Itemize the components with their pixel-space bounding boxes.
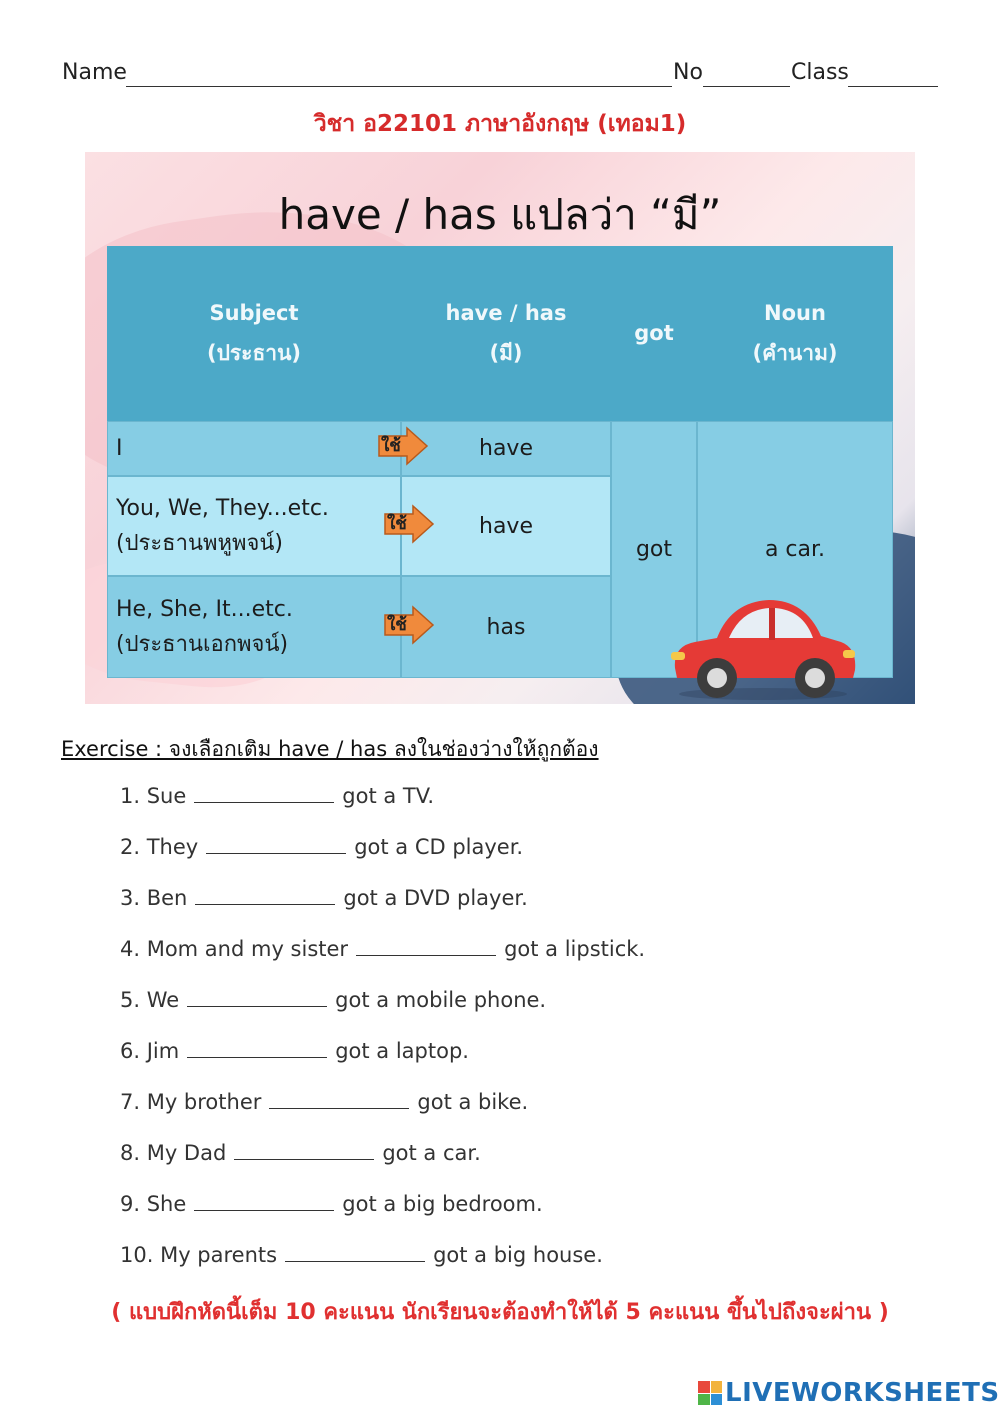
column-header-line: (ประธาน) — [206, 340, 302, 365]
exercise-item — [120, 937, 645, 961]
item-prefix: 8. My Dad — [120, 1141, 227, 1165]
arrow-label: ใช้ — [387, 514, 407, 534]
red-car-illustration — [665, 590, 861, 702]
exercise-item — [120, 1090, 528, 1114]
item-prefix: 3. Ben — [120, 886, 188, 910]
answer-blank[interactable] — [356, 937, 496, 956]
item-suffix: got a big house. — [433, 1243, 603, 1267]
item-prefix: 9. She — [120, 1192, 187, 1216]
exercise-item — [120, 886, 528, 910]
answer-blank[interactable] — [187, 1039, 327, 1058]
arrow-icon — [383, 605, 435, 645]
verb-text: have — [479, 436, 533, 461]
name-label: Name — [62, 60, 127, 85]
item-prefix: 7. My brother — [120, 1090, 262, 1114]
answer-blank[interactable] — [195, 886, 335, 905]
arrow-icon — [383, 504, 435, 544]
item-prefix: 6. Jim — [120, 1039, 180, 1063]
column-header-got — [611, 246, 697, 421]
class-field[interactable] — [848, 86, 938, 87]
arrow-icon — [377, 426, 429, 466]
subject-cell — [107, 576, 401, 678]
logo-mark-icon — [698, 1381, 722, 1405]
item-prefix: 5. We — [120, 988, 180, 1012]
liveworksheets-logo[interactable] — [698, 1378, 1000, 1408]
student-info-line — [62, 60, 938, 92]
answer-blank[interactable] — [285, 1243, 425, 1262]
answer-blank[interactable] — [187, 988, 327, 1007]
column-header-line: have / has — [445, 300, 567, 325]
item-suffix: got a laptop. — [335, 1039, 469, 1063]
item-prefix: 10. My parents — [120, 1243, 278, 1267]
answer-blank[interactable] — [194, 1192, 334, 1211]
verb-cell — [401, 421, 611, 476]
item-prefix: 4. Mom and my sister — [120, 937, 349, 961]
subject-text: He, She, It...etc. — [116, 596, 293, 622]
item-suffix: got a lipstick. — [504, 937, 646, 961]
subject-cell — [107, 476, 401, 576]
column-header-line: Noun — [764, 300, 826, 325]
answer-blank[interactable] — [206, 835, 346, 854]
item-prefix: 1. Sue — [120, 784, 187, 808]
arrow-label: ใช้ — [387, 615, 407, 635]
subject-title: วิชา อ22101 ภาษาอังกฤษ (เทอม1) — [313, 111, 687, 137]
exercise-heading: Exercise : จงเลือกเติม have / has ลงในช่องว่างให้ถูกต้อง — [61, 737, 599, 761]
exercise-item — [120, 835, 523, 859]
column-header-line: got — [634, 320, 674, 345]
number-label: No — [673, 60, 703, 85]
name-field[interactable] — [126, 86, 672, 87]
item-suffix: got a TV. — [342, 784, 435, 808]
column-header-line: Subject — [209, 300, 299, 325]
exercise-item — [120, 988, 546, 1012]
column-header-have-has — [401, 246, 611, 421]
grammar-banner — [85, 152, 915, 704]
banner-title: have / has แปลว่า “มี” — [278, 190, 722, 239]
subject-text: (ประธานพหูพจน์) — [116, 531, 284, 556]
class-label: Class — [791, 60, 849, 85]
scoring-note: ( แบบฝึกหัดนี้เต็ม 10 คะแนน นักเรียนจะต้องทำให้ได้ 5 คะแนน ขึ้นไปถึงจะผ่าน ) — [111, 1300, 889, 1325]
subject-text: (ประธานเอกพจน์) — [116, 632, 289, 657]
column-header-line: (มี) — [489, 340, 523, 365]
item-suffix: got a mobile phone. — [335, 988, 547, 1012]
noun-text: a car. — [764, 537, 826, 562]
logo-text: LIVEWORKSHEETS — [725, 1378, 1000, 1408]
answer-blank[interactable] — [194, 784, 334, 803]
number-field[interactable] — [703, 86, 790, 87]
arrow-label: ใช้ — [381, 436, 401, 456]
exercise-item — [120, 1141, 481, 1165]
verb-text: has — [486, 614, 526, 640]
column-header-line: (คำนาม) — [752, 340, 838, 365]
subject-text: I — [116, 435, 123, 461]
item-suffix: got a DVD player. — [343, 886, 528, 910]
subject-text: You, We, They...etc. — [116, 495, 329, 521]
item-suffix: got a big bedroom. — [342, 1192, 543, 1216]
item-prefix: 2. They — [120, 835, 199, 859]
exercise-item — [120, 1039, 469, 1063]
got-text: got — [635, 537, 673, 562]
item-suffix: got a car. — [382, 1141, 481, 1165]
answer-blank[interactable] — [269, 1090, 409, 1109]
answer-blank[interactable] — [234, 1141, 374, 1160]
exercise-item — [120, 784, 434, 808]
exercise-item — [120, 1192, 543, 1216]
column-header-noun — [697, 246, 893, 421]
exercise-item — [120, 1243, 603, 1267]
column-header-subject — [107, 246, 401, 421]
subject-cell — [107, 421, 401, 476]
item-suffix: got a CD player. — [354, 835, 524, 859]
item-suffix: got a bike. — [417, 1090, 529, 1114]
verb-text: have — [479, 513, 533, 539]
